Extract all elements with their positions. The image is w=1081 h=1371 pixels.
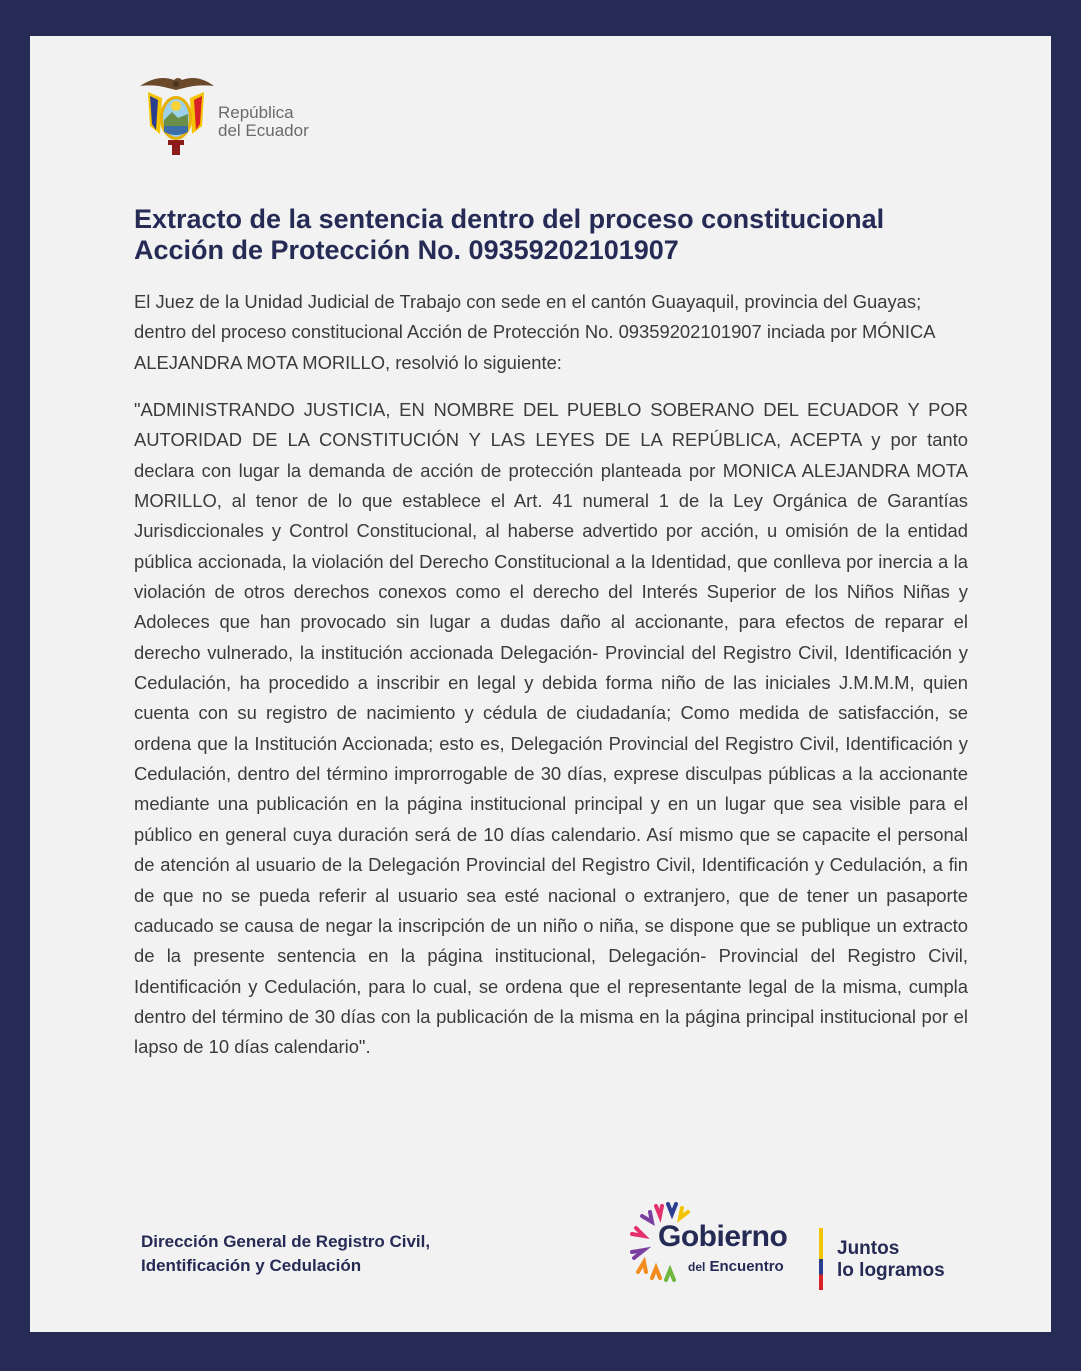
encuentro-word: Encuentro [709, 1258, 784, 1275]
title-line1: Extracto de la sentencia dentro del proceso constitucional [134, 204, 885, 234]
ecuador-coat-of-arms-icon [138, 74, 214, 160]
slogan [837, 1238, 945, 1282]
ruling-paragraph: "ADMINISTRANDO JUSTICIA, EN NOMBRE DEL PUEBLO SOBERANO DEL ECUADOR Y POR AUTORIDAD DE LA CONSTITUCIÓN Y LAS LEYES DE LA REPÚBLICA, ACEPTA y por tanto declara con lugar la demanda de acción de protección planteada por MONICA ALEJANDRA MOTA MORILLO, al tenor de lo que establece el Art. 41 numeral 1 de la Ley Orgánica de Garantías Jurisdiccionales y Control Constitucional, al haberse advertido por acción, u omisión de la entidad pública accionada, la violación del Derecho Constitucional a la Identidad, que conlleva por inercia a la violación de otros derechos conexos como el derecho del Interés Superior de los Niños Niñas y Adoleces que han provocado sin lugar a dudas daño al accionante, para efectos de reparar el derecho vulnerado, la institución accionada Delegación- Provincial del Registro Civil, Identificación y Cedulación, ha procedido a inscribir en legal y debida forma niño de las iniciales J.M.M.M, quien cuenta con su registro de nacimiento y cédula de ciudadanía; Como medida de satisfacción, se ordena que la Institución Accionada; esto es, Delegación Provincial del Registro Civil, Identificación y Cedulación, dentro del término improrrogable de 30 días, exprese disculpas públicas a la accionante mediante una publicación en la página institucional principal y en un lugar que sea visible para el público en general cuya duración será de 10 días calendario. Así mismo que se capacite el personal de atención al usuario de la Delegación Provincial del Registro Civil, Identificación y Cedulación, a fin de que no se pueda referir al usuario sea esté nacional o extranjero, que de tener un pasaporte caducado se causa de negar la inscripción de un niño o niña, se dispone que se publique un extracto de la presente sentencia en la página institucional, Delegación- Provincial del Registro Civil, Identificación y Cedulación, para lo cual, se ordena que el representante legal de la misma, cumpla dentro del término de 30 días con la publicación de la misma en la página principal institucional por el lapso de 10 días calendario". [134, 399, 968, 1058]
slogan-line2: lo logramos [837, 1260, 945, 1281]
slogan-line1: Juntos [837, 1238, 900, 1259]
gobierno-del-encuentro-logo [628, 1198, 958, 1288]
republica-label [218, 104, 309, 140]
del-word: del [688, 1260, 706, 1274]
flag-divider [819, 1228, 823, 1290]
del-encuentro-wordmark [688, 1258, 784, 1276]
intro-paragraph: El Juez de la Unidad Judicial de Trabajo con sede en el cantón Guayaquil, provincia del Guayas; dentro del proceso constitucional Acción de Protección No. 09359202101907 inciada por MÓNICA ALEJANDRA MOTA MORILLO, resolvió lo siguiente: [134, 291, 935, 373]
republica-label-line2: del Ecuador [218, 121, 309, 140]
republica-label-line1: República [218, 103, 294, 122]
agency-name-line1: Dirección General de Registro Civil, [141, 1232, 431, 1251]
title-line2: Acción de Protección No. 09359202101907 [134, 235, 679, 265]
document-title [134, 204, 994, 266]
gobierno-wordmark: Gobierno [658, 1220, 788, 1253]
agency-name-line2: Identificación y Cedulación [141, 1256, 362, 1275]
document-page [30, 36, 1051, 1332]
agency-name [141, 1230, 430, 1278]
